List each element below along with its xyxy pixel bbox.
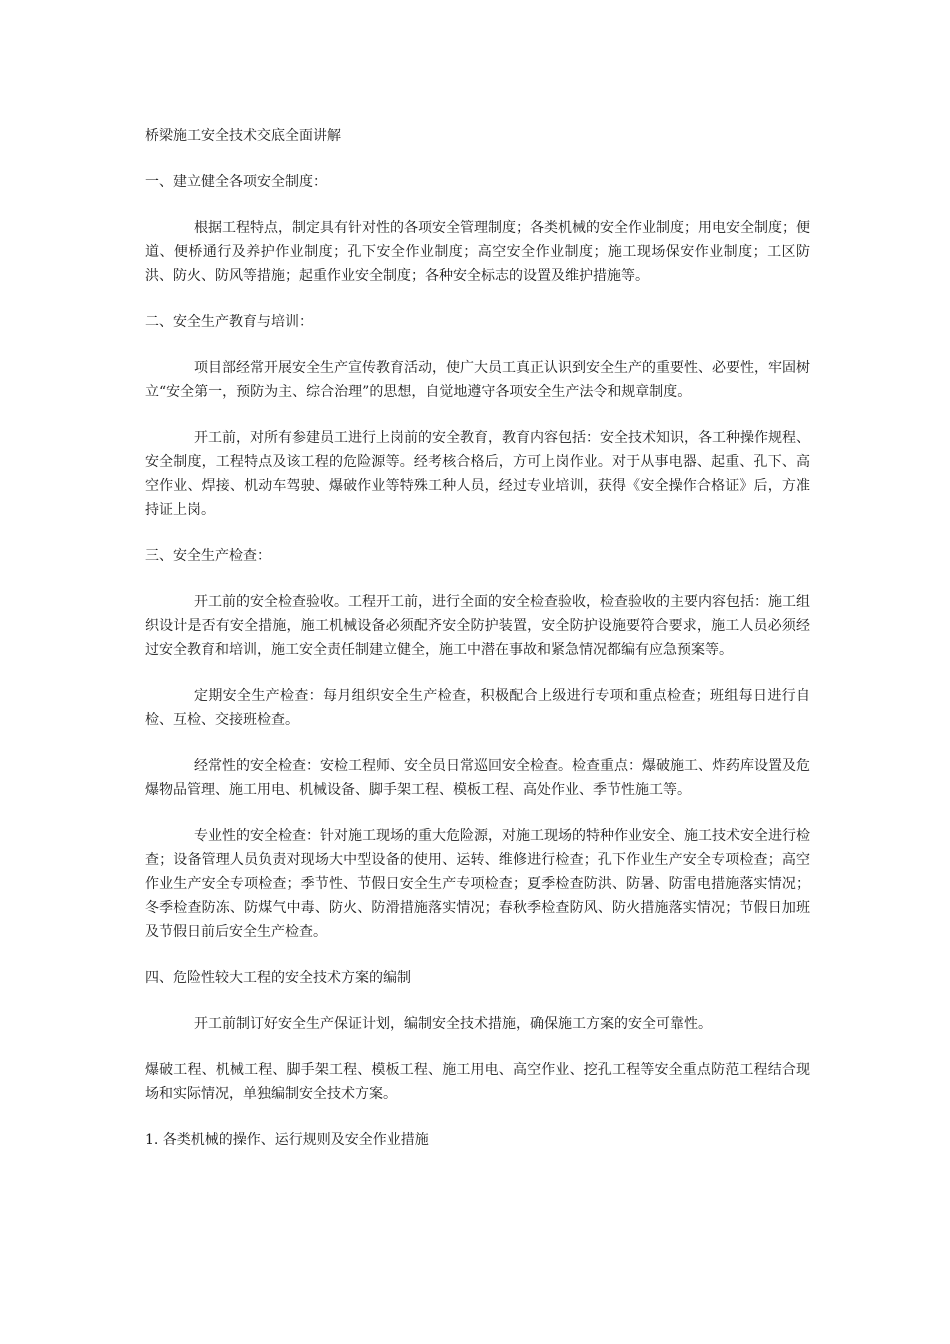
- paragraph: 项目部经常开展安全生产宣传教育活动，使广大员工真正认识到安全生产的重要性、必要性，牢固树立“安全第一，预防为主、综合治理”的思想，自觉地遵守各项安全生产法令和规章制度。: [145, 360, 810, 400]
- section-heading: 一、建立健全各项安全制度：: [145, 174, 327, 190]
- paragraph: 开工前制订好安全生产保证计划，编制安全技术措施，确保施工方案的安全可靠性。: [194, 1016, 712, 1032]
- section-heading: 三、安全生产检查：: [145, 548, 271, 564]
- paragraph: 开工前的安全检查验收。工程开工前，进行全面的安全检查验收，检查验收的主要内容包括：施工组织设计是否有安全措施，施工机械设备必须配齐安全防护装置，安全防护设施要符合要求，施工人员必须经过安全教育和培训，施工安全责任制建立健全，施工中潜在事故和紧急情况都编有应急预案等。: [145, 594, 810, 658]
- document-page: [145, 124, 810, 1152]
- section-heading: 四、危险性较大工程的安全技术方案的编制: [145, 970, 411, 986]
- paragraph: 根据工程特点，制定具有针对性的各项安全管理制度；各类机械的安全作业制度；用电安全制度；便道、便桥通行及养护作业制度；孔下安全作业制度；高空安全作业制度；施工现场保安作业制度；工区防洪、防火、防风等措施；起重作业安全制度；各种安全标志的设置及维护措施等。: [145, 220, 810, 284]
- document-title: 桥梁施工安全技术交底全面讲解: [145, 128, 341, 144]
- paragraph: 专业性的安全检查：针对施工现场的重大危险源，对施工现场的特种作业安全、施工技术安全进行检查；设备管理人员负责对现场大中型设备的使用、运转、维修进行检查；孔下作业生产安全专项检查；高空作业生产安全专项检查；季节性、节假日安全生产专项检查；夏季检查防洪、防暑、防雷电措施落实情况；冬季检查防冻、防煤气中毒、防火、防滑措施落实情况；春秋季检查防风、防火措施落实情况；节假日加班及节假日前后安全生产检查。: [145, 828, 810, 940]
- paragraph-noindent: 爆破工程、机械工程、脚手架工程、模板工程、施工用电、高空作业、挖孔工程等安全重点防范工程结合现场和实际情况，单独编制安全技术方案。: [145, 1062, 810, 1102]
- paragraph: 开工前，对所有参建员工进行上岗前的安全教育，教育内容包括：安全技术知识，各工种操作规程、安全制度，工程特点及该工程的危险源等。经考核合格后，方可上岗作业。对于从事电器、起重、孔下、高空作业、焊接、机动车驾驶、爆破作业等特殊工种人员，经过专业培训，获得《安全操作合格证》后，方准持证上岗。: [145, 430, 810, 518]
- section-heading: 二、安全生产教育与培训：: [145, 314, 313, 330]
- paragraph: 经常性的安全检查：安检工程师、安全员日常巡回安全检查。检查重点：爆破施工、炸药库设置及危爆物品管理、施工用电、机械设备、脚手架工程、模板工程、高处作业、季节性施工等。: [145, 758, 810, 798]
- paragraph: 定期安全生产检查：每月组织安全生产检查，积极配合上级进行专项和重点检查；班组每日进行自检、互检、交接班检查。: [145, 688, 810, 728]
- numbered-item: 1. 各类机械的操作、运行规则及安全作业措施: [145, 1132, 429, 1148]
